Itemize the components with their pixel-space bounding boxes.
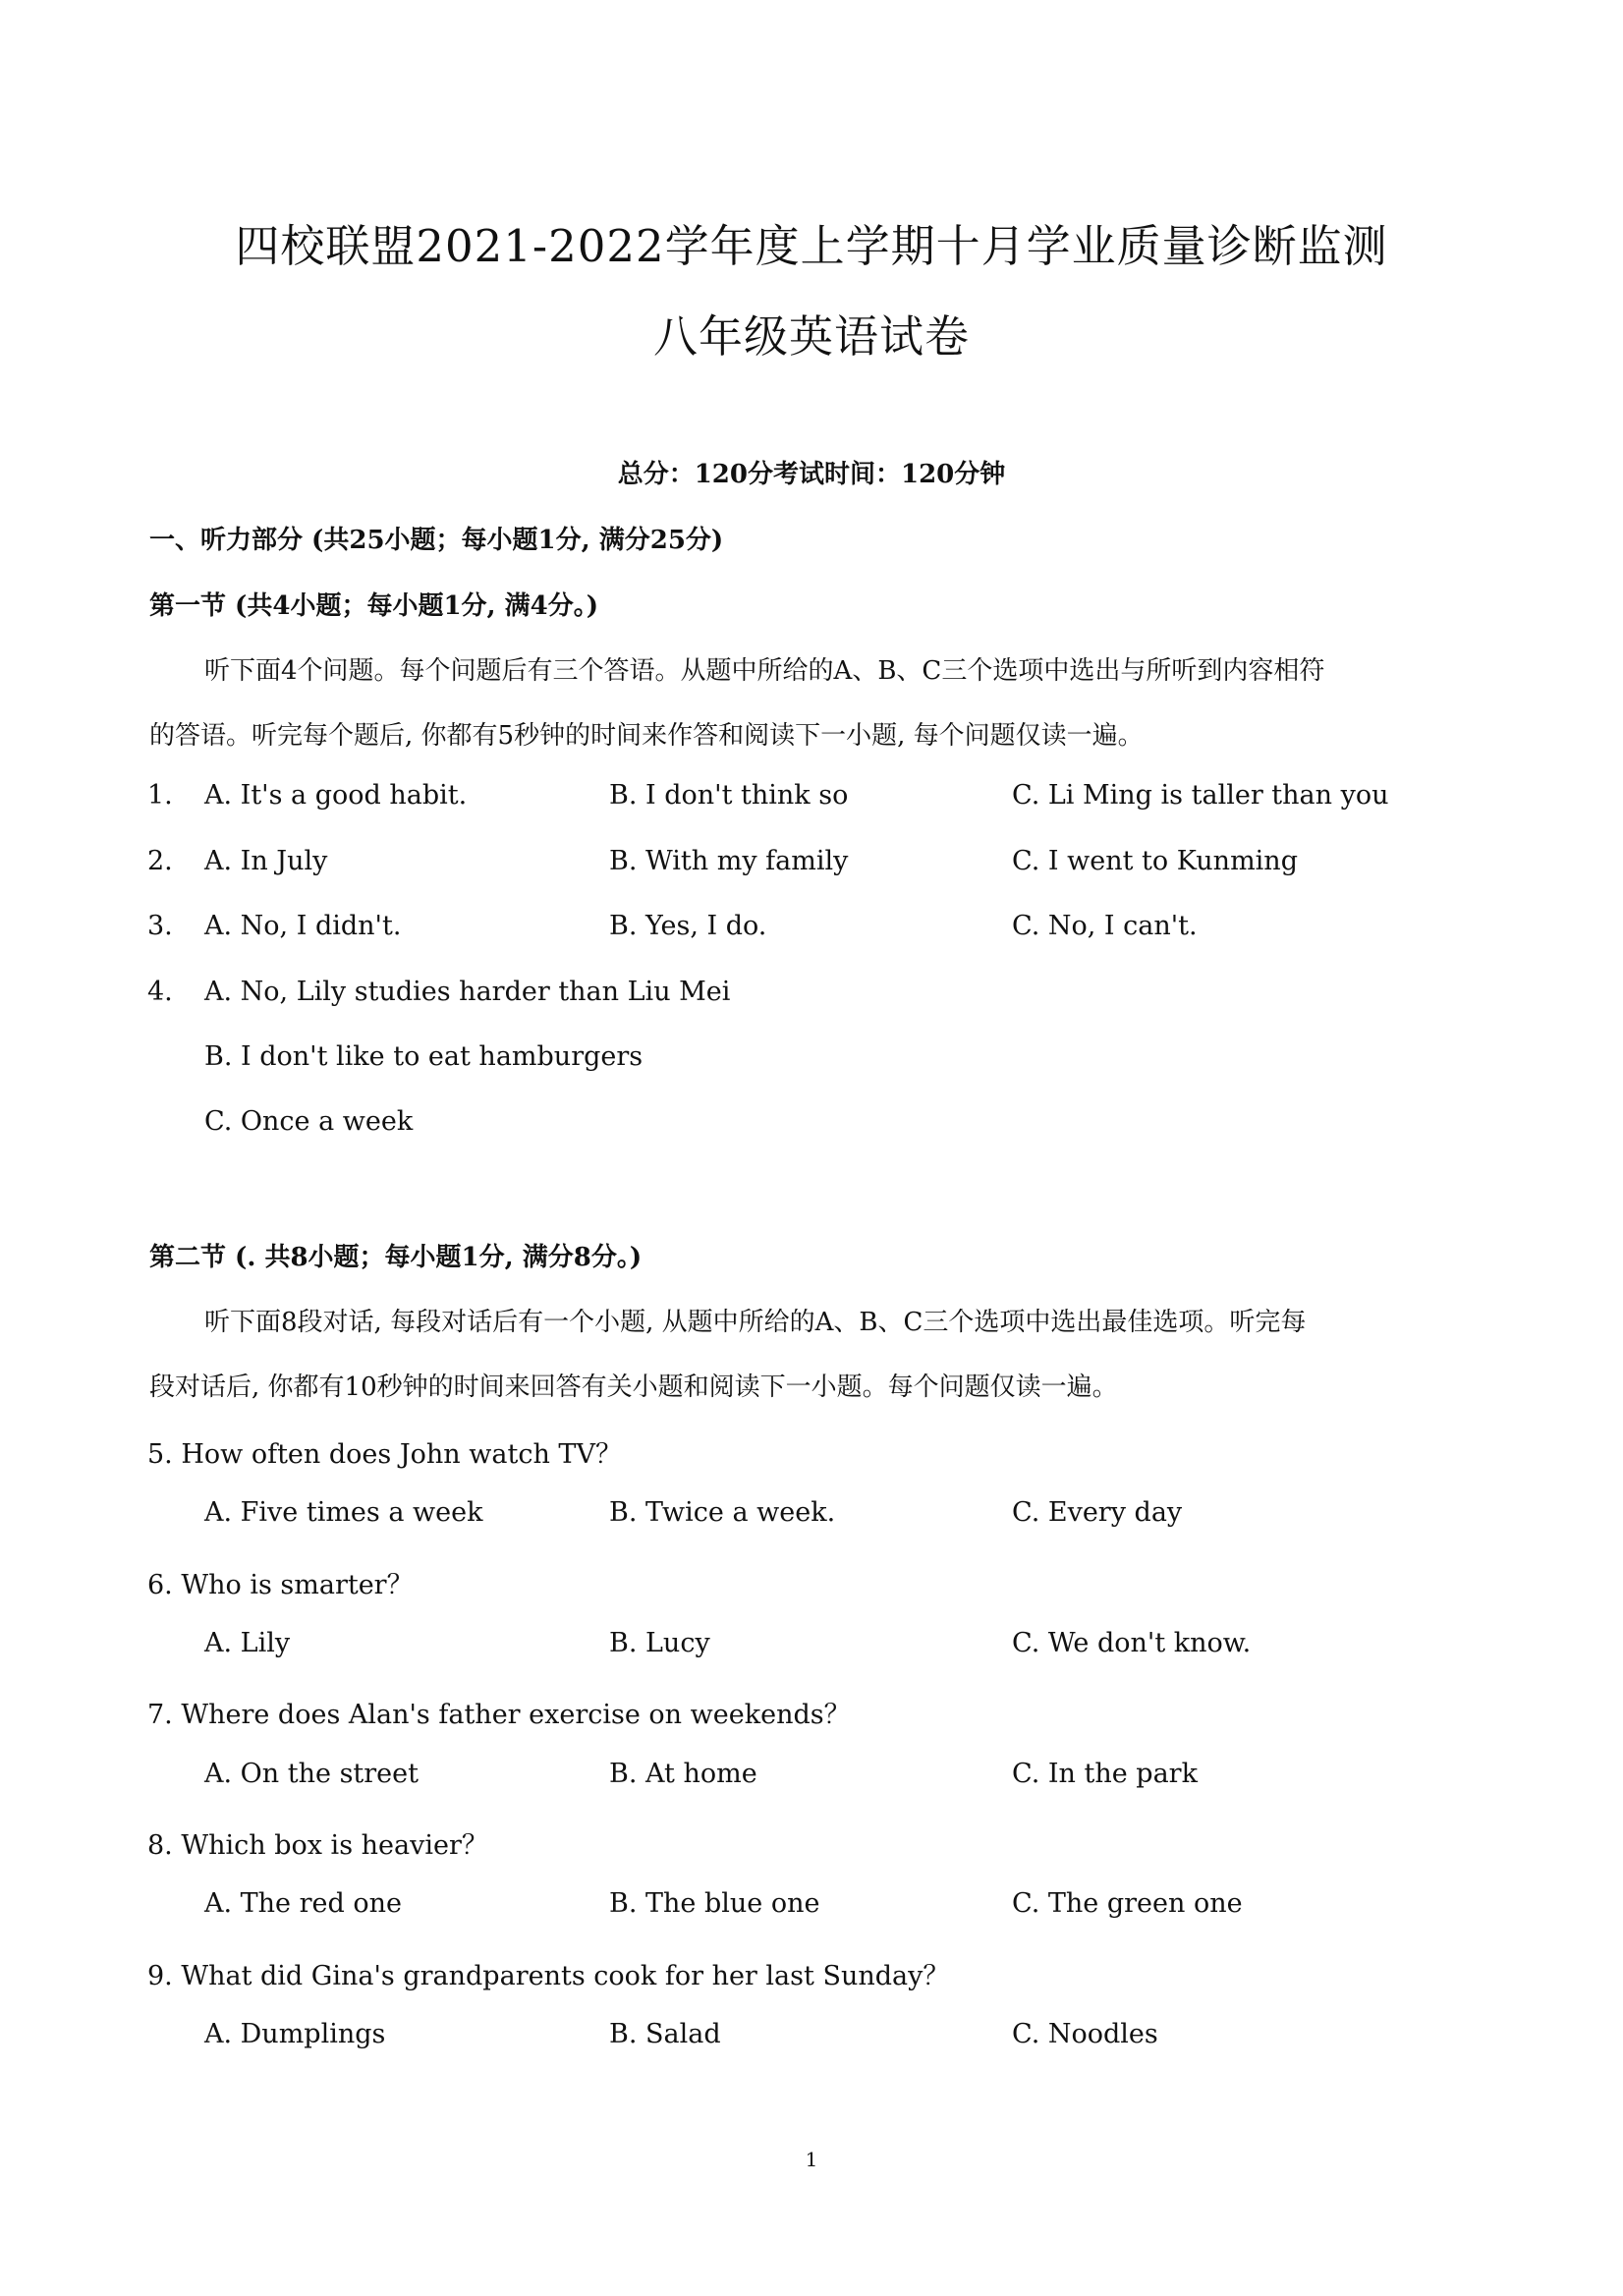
question-stem: 9. What did Gina's grandparents cook for her last Sunday？: [147, 1961, 950, 1991]
question-6-options: [0, 1628, 1623, 1667]
option-c: C. We don't know.: [1012, 1628, 1252, 1658]
exam-meta: 总分：120分考试时间：120分钟: [617, 460, 1006, 489]
option-a: A. On the street: [204, 1759, 419, 1789]
option-b: B. Lucy: [609, 1628, 710, 1658]
section1-heading: 第一节 (共4小题；每小题1分, 满4分。): [149, 591, 599, 621]
option-b: B. Yes, I do.: [609, 911, 767, 941]
option-b: B. I don't think so: [609, 780, 849, 811]
question-4: [0, 977, 1623, 1016]
part1-heading: 一、听力部分 (共25小题；每小题1分, 满分25分): [149, 526, 724, 555]
question-stem: 7. Where does Alan's father exercise on weekends？: [147, 1700, 851, 1730]
question-number: 4.: [147, 977, 173, 1007]
option-c: C. No, I can't.: [1012, 911, 1198, 941]
question-number: 3.: [147, 911, 173, 941]
option-b: B. The blue one: [609, 1888, 820, 1919]
option-b: B. At home: [609, 1759, 757, 1789]
question-stem: 5. How often does John watch TV？: [147, 1439, 622, 1470]
question-number: 2.: [147, 846, 173, 876]
option-c: C. Every day: [1012, 1497, 1183, 1528]
section2-heading: 第二节 (. 共8小题；每小题1分, 满分8分。): [149, 1243, 643, 1272]
option-a: A. Dumplings: [204, 2019, 386, 2049]
question-7-options: [0, 1759, 1623, 1798]
section1-instruction-line2: 的答语。听完每个题后, 你都有5秒钟的时间来作答和阅读下一小题, 每个问题仅读一遍。: [149, 721, 1144, 751]
option-b: B. With my family: [609, 846, 849, 876]
option-c: C. Noodles: [1012, 2019, 1158, 2049]
page-number: 1: [805, 2148, 818, 2171]
question-1: [0, 780, 1623, 819]
option-a: A. Five times a week: [204, 1497, 483, 1528]
question-9-options: [0, 2019, 1623, 2058]
exam-subtitle: 八年级英语试卷: [652, 310, 970, 363]
option-b: B. Twice a week.: [609, 1497, 836, 1528]
option-c: C. In the park: [1012, 1759, 1198, 1789]
option-a: A. No, Lily studies harder than Liu Mei: [204, 977, 731, 1007]
option-b: B. Salad: [609, 2019, 721, 2049]
option-a: A. The red one: [204, 1888, 402, 1919]
option-a: A. It's a good habit.: [204, 780, 468, 811]
section2-instruction-line1: 听下面8段对话, 每段对话后有一个小题, 从题中所给的A、B、C三个选项中选出最佳选项。听完每: [204, 1308, 1307, 1337]
option-a: A. No, I didn't.: [204, 911, 402, 941]
question-stem: 8. Which box is heavier？: [147, 1830, 488, 1861]
question-3: [0, 911, 1623, 950]
question-5-options: [0, 1497, 1623, 1537]
option-a: A. Lily: [204, 1628, 291, 1658]
option-c: C. I went to Kunming: [1012, 846, 1298, 876]
exam-title: 四校联盟2021-2022学年度上学期十月学业质量诊断监测: [235, 220, 1388, 272]
section2-instruction-line2: 段对话后, 你都有10秒钟的时间来回答有关小题和阅读下一小题。每个问题仅读一遍。: [149, 1372, 1118, 1402]
option-a: A. In July: [204, 846, 328, 876]
option-b: B. I don't like to eat hamburgers: [204, 1041, 644, 1072]
option-c: C. Once a week: [204, 1106, 414, 1137]
option-c: C. Li Ming is taller than you: [1012, 780, 1389, 811]
question-2: [0, 846, 1623, 885]
question-8-options: [0, 1888, 1623, 1928]
option-c: C. The green one: [1012, 1888, 1243, 1919]
section1-instruction-line1: 听下面4个问题。每个问题后有三个答语。从题中所给的A、B、C三个选项中选出与所听到内容相符: [204, 656, 1325, 686]
question-number: 1.: [147, 780, 173, 811]
question-stem: 6. Who is smarter？: [147, 1570, 414, 1600]
